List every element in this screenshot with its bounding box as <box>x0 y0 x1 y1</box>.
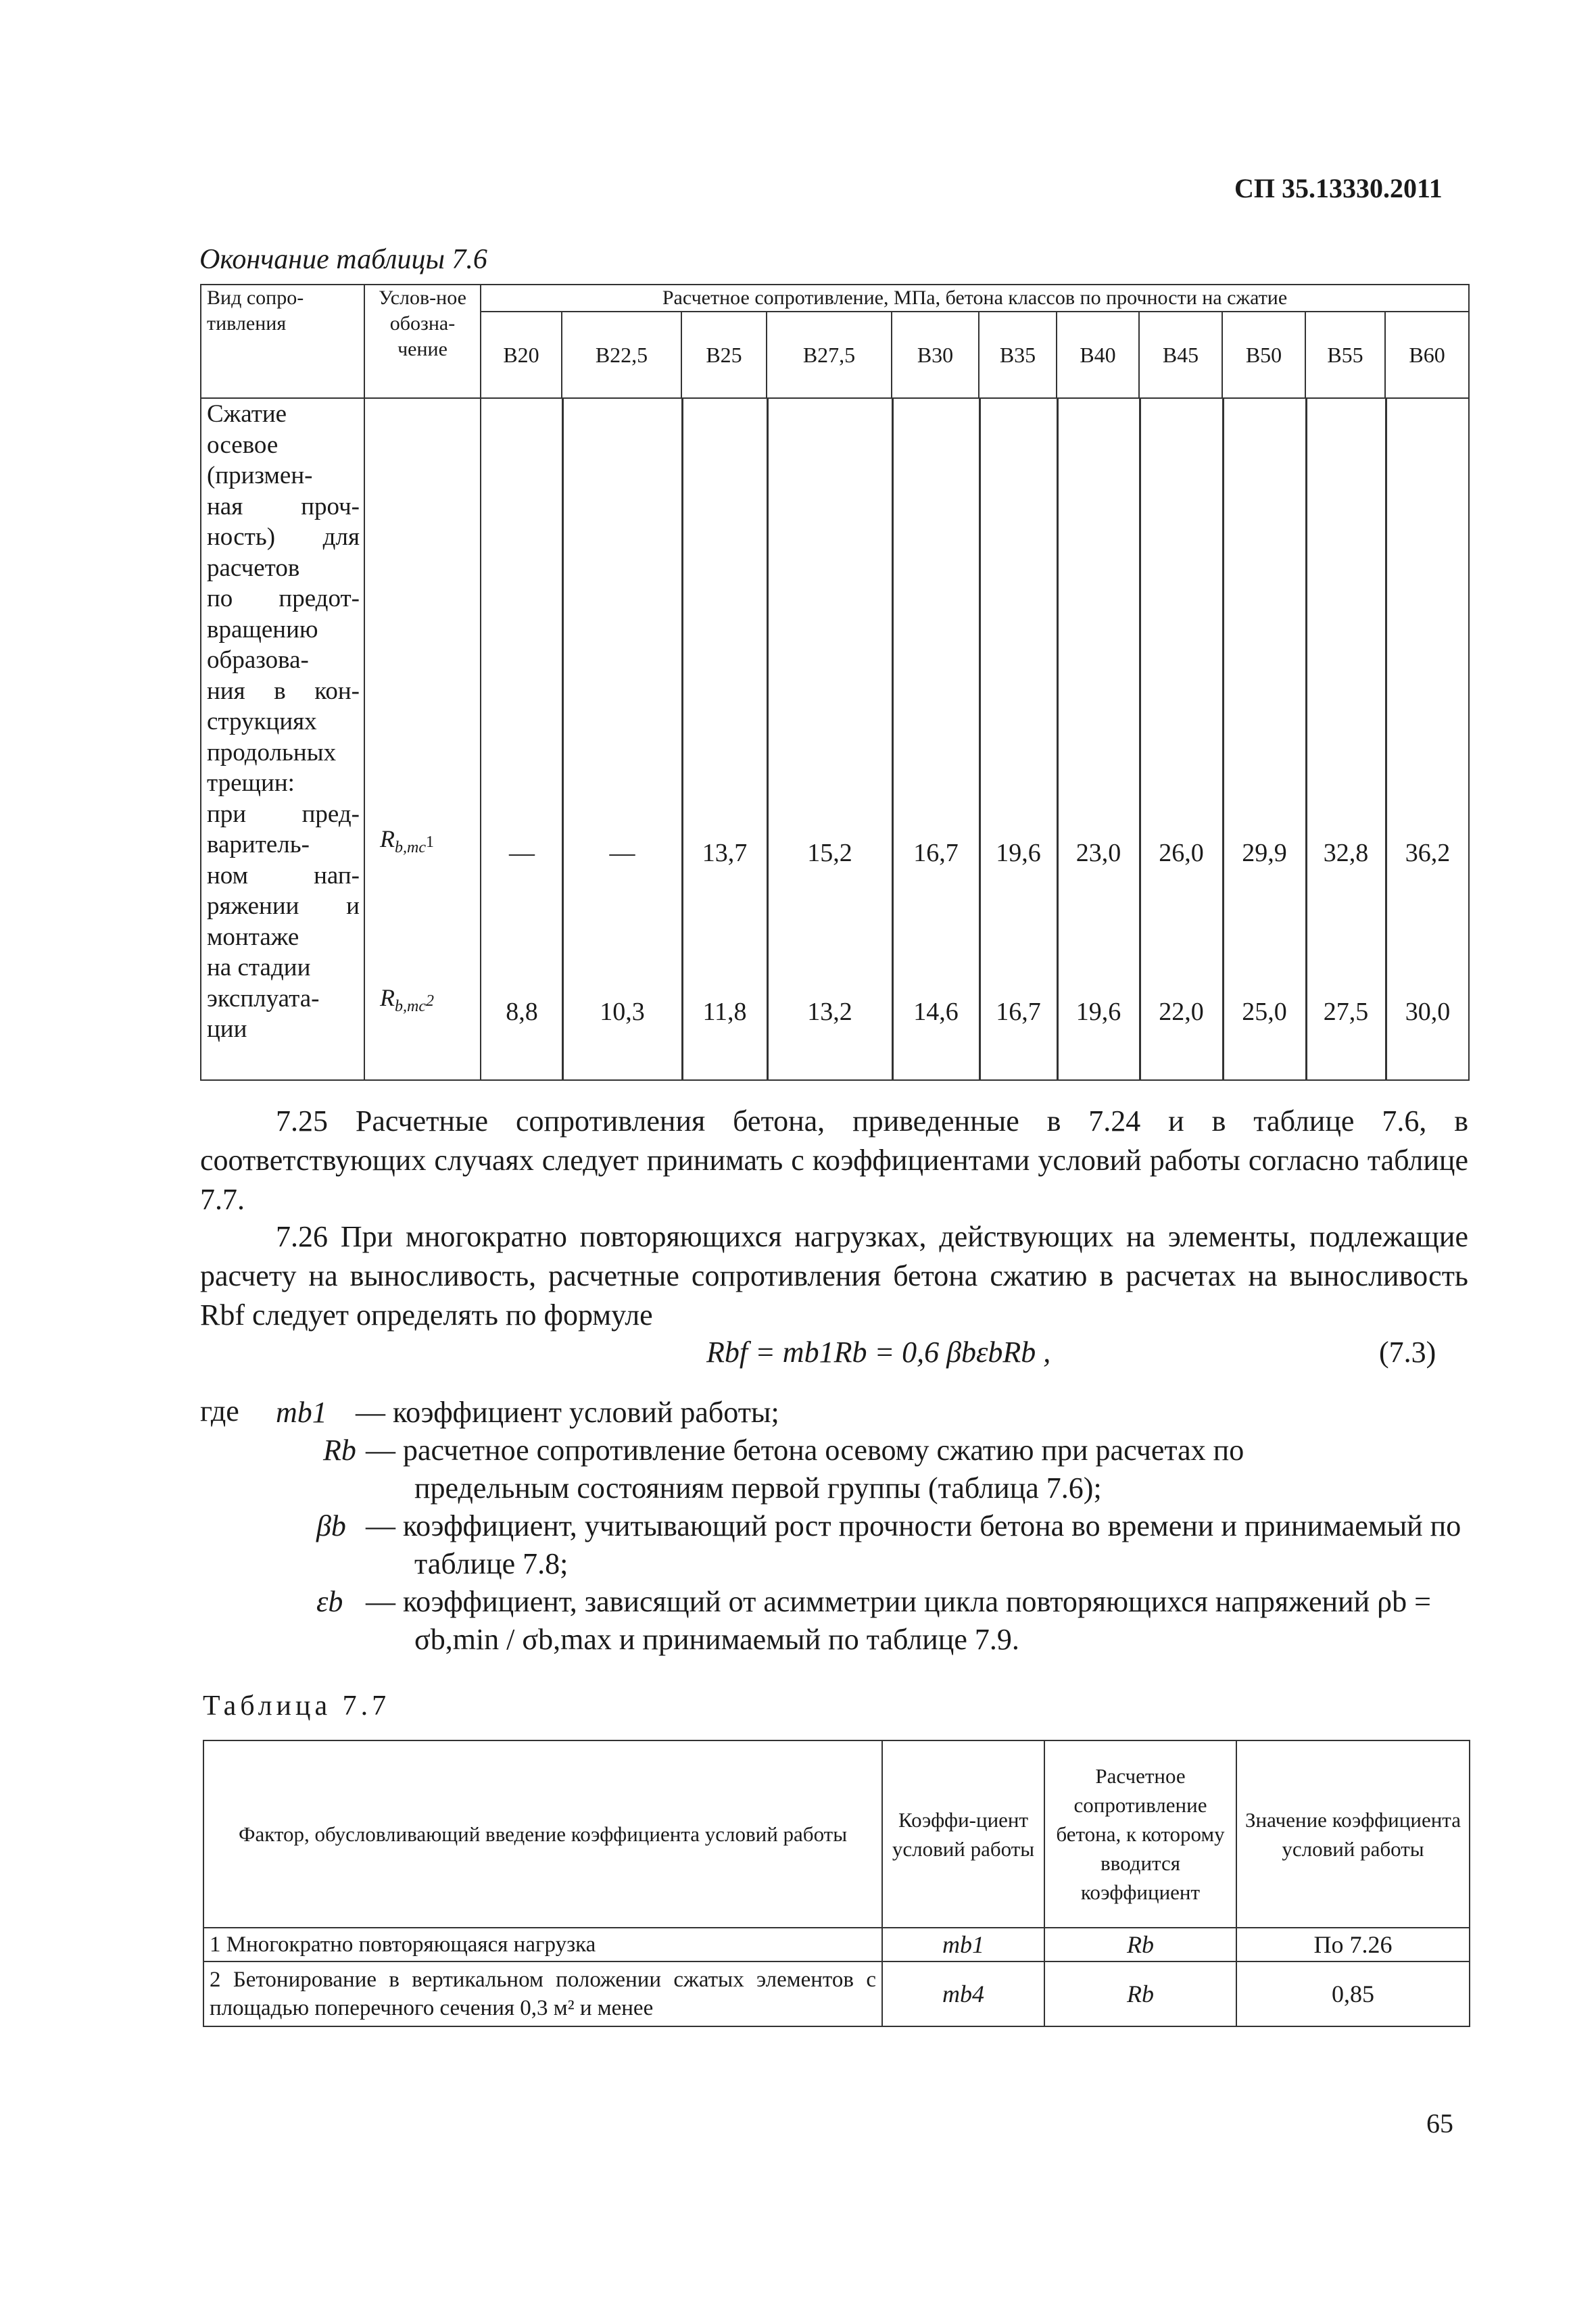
value-cell: 11,8 <box>702 998 747 1026</box>
table-7-6-caption: Окончание таблицы 7.6 <box>199 244 487 275</box>
symbol-rb-mc1: $R_{b,mc}1$ <box>380 825 434 857</box>
value-cell: 13,2 <box>807 998 852 1026</box>
row-label-line: при пред- <box>207 800 360 828</box>
header-symbol: Услов-ное обозна-чение <box>364 285 481 398</box>
column-divider <box>1385 399 1387 1079</box>
row-label-line: струкциях <box>207 708 317 735</box>
value-cell: 25,0 <box>1242 998 1287 1026</box>
resistance-cell: Rb <box>1044 1961 1236 2026</box>
header-class: В22,5 <box>562 312 681 398</box>
values-region <box>481 398 1469 1080</box>
def-symbol-rb: Rb <box>323 1434 356 1467</box>
header-class: В35 <box>979 312 1057 398</box>
definitions <box>200 1394 1468 1678</box>
row-label-line: осевое <box>207 431 279 459</box>
def-symbol-mb1: mb1 <box>276 1396 327 1429</box>
header-factor: Фактор, обусловливающий введение коэффициента условий работы <box>203 1740 882 1928</box>
paragraph-7-26 <box>200 1217 1468 1335</box>
value-cell: 23,0 <box>1075 839 1121 867</box>
value-cell: 32,8 <box>1323 839 1369 867</box>
coef-cell: mb1 <box>882 1928 1044 1961</box>
def-symbol-epsilon: εb <box>316 1585 343 1618</box>
value-cell: — <box>509 839 535 867</box>
header-resistance-type: Вид сопро-тивления <box>201 285 364 398</box>
symbol-rb-mc2: $R_{b,mc}2$ <box>380 984 434 1016</box>
value-cell: По 7.26 <box>1236 1928 1470 1961</box>
page-number: 65 <box>1426 2108 1453 2139</box>
value-cell: 19,6 <box>996 839 1041 867</box>
column-divider <box>562 399 564 1079</box>
row-label-text <box>207 399 360 1045</box>
value-cell: 36,2 <box>1405 839 1451 867</box>
table-row <box>203 1928 1470 1961</box>
row-label-line: Сжатие <box>207 400 287 428</box>
table-7-7 <box>203 1740 1470 2027</box>
header-class: В25 <box>681 312 767 398</box>
def-text-mb1: — коэффициент условий работы; <box>356 1396 779 1429</box>
row-label-line: расчетов <box>207 554 300 582</box>
coef-cell: mb4 <box>882 1961 1044 2026</box>
table-7-6 <box>200 284 1470 1081</box>
row-label-line: ная проч- <box>207 492 360 520</box>
row-label-line: эксплуата- <box>207 984 320 1013</box>
row-label-line: ния в кон- <box>207 677 360 705</box>
value-cell: 29,9 <box>1242 839 1287 867</box>
row-label-line: вращению <box>207 615 318 643</box>
value-cell: 15,2 <box>807 839 852 867</box>
def-text-rb: — расчетное сопротивление бетона осевому сжатию при расчетах по предельным состояниям первой группы (таблица 7.6); <box>366 1434 1244 1505</box>
header-coefficient: Коэффи-циент условий работы <box>882 1740 1044 1928</box>
value-cell: 30,0 <box>1405 998 1451 1026</box>
value-cell: 16,7 <box>996 998 1041 1026</box>
header-concrete-classes-group: Расчетное сопротивление, МПа, бетона классов по прочности на сжатие <box>481 285 1469 312</box>
row-label-line: монтаже <box>207 923 299 951</box>
value-cell: 10,3 <box>600 998 645 1026</box>
value-cell: 13,7 <box>702 839 748 867</box>
value-cell: 16,7 <box>913 839 959 867</box>
header-class: В40 <box>1057 312 1139 398</box>
header-class: В55 <box>1305 312 1385 398</box>
value-cell: 26,0 <box>1159 839 1204 867</box>
header-class: В50 <box>1222 312 1305 398</box>
paragraph-7-26-text: 7.26 При многократно повторяющихся нагрузках, действующих на элементы, подлежащие расчету на выносливость, расчетные сопротивления бетона сжатию в расчетах на выносливость Rbf следует определять по формуле <box>200 1220 1468 1332</box>
header-class: В20 <box>481 312 562 398</box>
value-cell: 0,85 <box>1236 1961 1470 2026</box>
row-label-line: ном нап- <box>207 861 360 890</box>
paragraph-7-25-text: 7.25 Расчетные сопротивления бетона, приведенные в 7.24 и в таблице 7.6, в соответствующих случаях следует принимать с коэффициентами условий работы согласно таблице 7.7. <box>200 1104 1468 1216</box>
column-divider <box>1057 399 1059 1079</box>
column-divider <box>1222 399 1224 1079</box>
header-class: В60 <box>1385 312 1469 398</box>
column-divider <box>1305 399 1307 1079</box>
row-label-line: ность) для <box>207 523 360 551</box>
def-symbol-beta: βb <box>316 1509 346 1542</box>
table-7-7-caption: Таблица 7.7 <box>203 1690 391 1722</box>
header-class: В30 <box>892 312 979 398</box>
header-value: Значение коэффициента условий работы <box>1236 1740 1470 1928</box>
row-label-line: ряжении и <box>207 892 360 920</box>
column-divider <box>979 399 981 1079</box>
factor-cell: 2 Бетонирование в вертикальном положении сжатых элементов с площадью поперечного сечения 0,3 м² и менее <box>203 1961 882 2026</box>
row-label-line: образова- <box>207 646 309 674</box>
row-label-line: продольных <box>207 738 337 766</box>
column-divider <box>767 399 769 1079</box>
value-cell: — <box>609 839 635 867</box>
header-class: В45 <box>1139 312 1222 398</box>
where-word: где <box>200 1394 239 1428</box>
value-cell: 14,6 <box>913 998 959 1026</box>
row-label <box>201 398 364 1080</box>
factor-cell: 1 Многократно повторяющаяся нагрузка <box>203 1928 882 1961</box>
def-text-beta: — коэффициент, учитывающий рост прочности бетона во времени и принимаемый по таблице 7.8; <box>366 1509 1461 1580</box>
header-resistance: Расчетное сопротивление бетона, к которому вводится коэффициент <box>1044 1740 1236 1928</box>
value-cell: 19,6 <box>1075 998 1121 1026</box>
row-label-line: (призмен- <box>207 462 313 489</box>
value-cell: 8,8 <box>506 998 538 1026</box>
row-label-line: по предот- <box>207 585 360 612</box>
row-label-line: на стадии <box>207 954 311 981</box>
symbol-column <box>364 398 481 1080</box>
formula-7-3: Rbf = mb1Rb = 0,6 βbεbRb , <box>706 1336 1051 1369</box>
value-cell: 22,0 <box>1159 998 1204 1026</box>
column-divider <box>892 399 894 1079</box>
row-label-line: трещин: <box>207 769 295 797</box>
document-code: СП 35.13330.2011 <box>1234 173 1443 203</box>
paragraph-7-25 <box>200 1102 1468 1219</box>
row-label-line: варитель- <box>207 831 310 858</box>
table-row <box>203 1961 1470 2026</box>
def-text-epsilon: — коэффициент, зависящий от асимметрии цикла повторяющихся напряжений ρb = σb,min / σb,max и принимаемый по таблице 7.9. <box>366 1585 1431 1656</box>
header-class: В27,5 <box>767 312 892 398</box>
formula-number: (7.3) <box>1379 1336 1436 1369</box>
column-divider <box>681 399 683 1079</box>
resistance-cell: Rb <box>1044 1928 1236 1961</box>
column-divider <box>1139 399 1141 1079</box>
row-label-line: ции <box>207 1015 247 1043</box>
value-cell: 27,5 <box>1323 998 1369 1026</box>
